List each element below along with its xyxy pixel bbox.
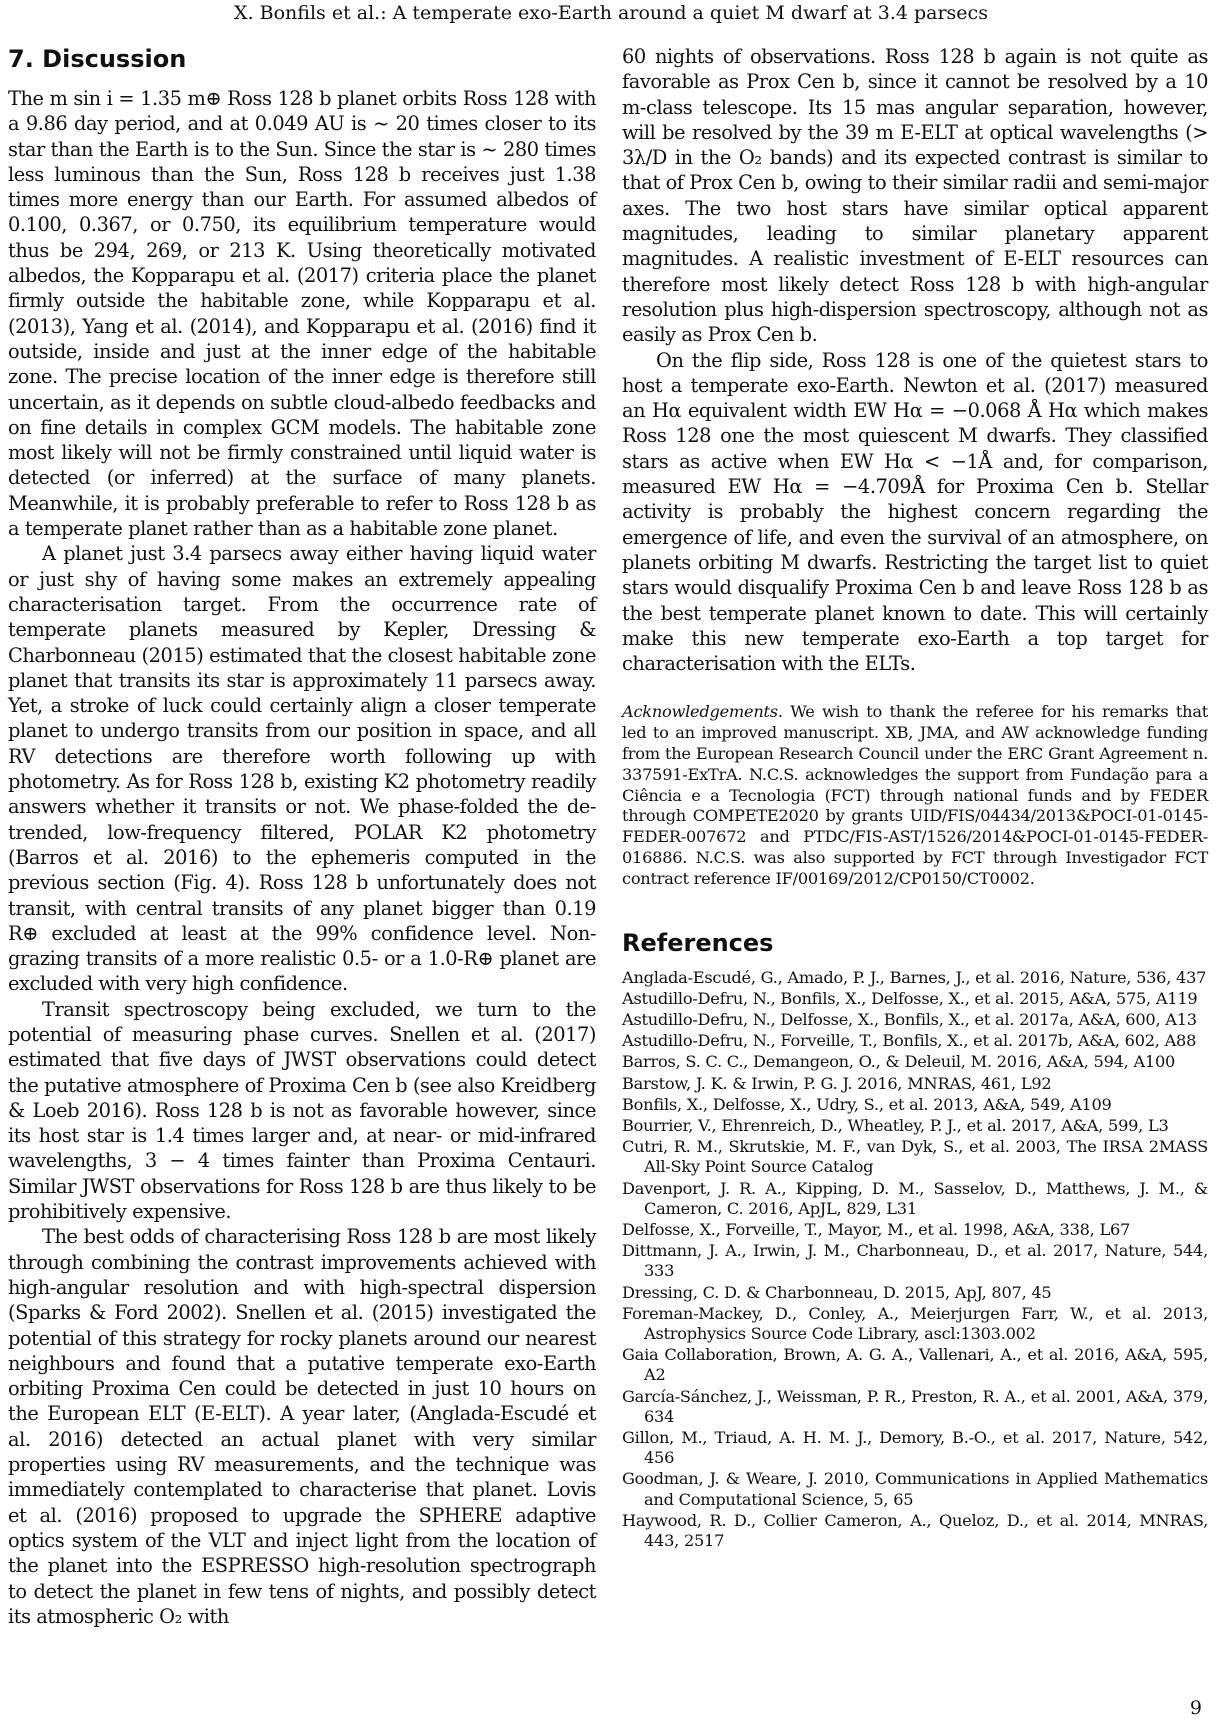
- reference-item: Barstow, J. K. & Irwin, P. G. J. 2016, MNRAS, 461, L92: [622, 1073, 1052, 1093]
- reference-item: Goodman, J. & Weare, J. 2010, Communications in Applied Mathematics and Computational Science, 5, 65: [622, 1469, 1208, 1509]
- right-column: [622, 44, 1208, 1552]
- section-title-discussion: 7. Discussion: [8, 45, 187, 73]
- discussion-paragraph-4: The best odds of characterising Ross 128 b are most likely through combining the contrast improvements achieved with high-angular resolution and with high-spectral dispersion (Sparks & Ford 2002). Snellen et al. (2015) investigated the potential of this strategy for rocky planets around our nearest neighbours and found that a putative temperate exo-Earth orbiting Proxima Cen could be detected in just 10 hours on the European ELT (E-ELT). A year later, (Anglada-Escudé et al. 2016) detected an actual planet with very similar properties using RV measurements, and the technique was immediately contemplated to characterise that planet. Lovis et al. (2016) proposed to upgrade the SPHERE adaptive optics system of the VLT and inject light from the location of the planet into the ESPRESSO high-resolution spectrograph to detect the planet in few tens of nights, and possibly detect its atmospheric O₂ with: [8, 1225, 596, 1628]
- reference-item: Astudillo-Defru, N., Bonfils, X., Delfosse, X., et al. 2015, A&A, 575, A119: [622, 988, 1198, 1008]
- reference-item: Dittmann, J. A., Irwin, J. M., Charbonneau, D., et al. 2017, Nature, 544, 333: [622, 1241, 1208, 1281]
- discussion-paragraph-3: Transit spectroscopy being excluded, we turn to the potential of measuring phase curves. Snellen et al. (2017) estimated that five days of JWST observations could detect the putative atmosphere of Proxima Cen b (see also Kreidberg & Loeb 2016). Ross 128 b is not as favorable however, since its host star is 1.4 times larger and, at near- or mid-infrared wavelengths, 3 − 4 times fainter than Proxima Centauri. Similar JWST observations for Ross 128 b are thus likely to be prohibitively expensive.: [8, 997, 596, 1224]
- reference-item: Gaia Collaboration, Brown, A. G. A., Vallenari, A., et al. 2016, A&A, 595, A2: [622, 1345, 1208, 1385]
- running-head: X. Bonfils et al.: A temperate exo-Earth around a quiet M dwarf at 3.4 parsecs: [234, 2, 988, 24]
- reference-item: Astudillo-Defru, N., Delfosse, X., Bonfils, X., et al. 2017a, A&A, 600, A13: [622, 1010, 1197, 1029]
- acknowledgements: [622, 702, 1208, 889]
- discussion-paragraph-5: On the flip side, Ross 128 is one of the quietest stars to host a temperate exo-Earth. Newton et al. (2017) measured an Hα equivalent width EW Hα = −0.068 Å Hα which makes Ross 128 one the most quiescent M dwarfs. They classified stars as active when EW Hα < −1Å and, for comparison, measured EW Hα = −4.709Å for Proxima Cen b. Stellar activity is probably the highest concern regarding the emergence of life, and even the survival of an atmosphere, on planets orbiting M dwarfs. Restricting the target list to quiet stars would disqualify Proxima Cen b and leave Ross 128 b as the best temperate planet known to date. This will certainly make this new temperate exo-Earth a top target for characterisation with the ELTs.: [622, 348, 1208, 676]
- reference-item: Dressing, C. D. & Charbonneau, D. 2015, ApJ, 807, 45: [622, 1282, 1052, 1302]
- reference-item: Astudillo-Defru, N., Forveille, T., Bonfils, X., et al. 2017b, A&A, 602, A88: [622, 1031, 1197, 1051]
- discussion-paragraph-1: The m sin i = 1.35 m⊕ Ross 128 b planet orbits Ross 128 with a 9.86 day period, and at 0.049 AU is ~ 20 times closer to its star than the Earth is to the Sun. Since the star is ~ 280 times less luminous than the Sun, Ross 128 b receives just 1.38 times more energy than our Earth. For assumed albedos of 0.100, 0.367, or 0.750, its equilibrium temperature would thus be 294, 269, or 213 K. Using theoretically motivated albedos, the Kopparapu et al. (2017) criteria place the planet firmly outside the habitable zone, while Kopparapu et al. (2013), Yang et al. (2014), and Kopparapu et al. (2016) find it outside, inside and just at the inner edge of the habitable zone. The precise location of the inner edge is therefore still uncertain, as it depends on subtle cloud-albedo feedbacks and on fine details in complex GCM models. The habitable zone most likely will not be firmly constrained until liquid water is detected (or inferred) at the surface of many planets. Meanwhile, it is probably preferable to refer to Ross 128 b as a temperate planet rather than as a habitable zone planet.: [8, 87, 596, 541]
- section-title-references: References: [622, 928, 774, 957]
- acknowledgements-text: We wish to thank the referee for his remarks that led to an improved manuscript. XB, JMA, and AW acknowledge funding from the European Research Council under the ERC Grant Agreement n. 337591-ExTrA. N.C.S. acknowledges the support from Fundação para a Ciência e a Tecnologia (FCT) through national funds and by FEDER through COMPETE2020 by grants UID/FIS/04434/2013&POCI-01-0145-FEDER-007672 and PTDC/FIS-AST/1526/2014&POCI-01-0145-FEDER-016886. N.C.S. was also supported by FCT through Investigador FCT contract reference IF/00169/2012/CP0150/CT0002.: [622, 702, 1208, 888]
- reference-item: Bonfils, X., Delfosse, X., Udry, S., et al. 2013, A&A, 549, A109: [622, 1094, 1112, 1114]
- page-number: 9: [1189, 1697, 1202, 1719]
- reference-item: Davenport, J. R. A., Kipping, D. M., Sasselov, D., Matthews, J. M., & Cameron, C. 2016, ApJL, 829, L31: [622, 1178, 1208, 1218]
- reference-item: Gillon, M., Triaud, A. H. M. J., Demory, B.-O., et al. 2017, Nature, 542, 456: [622, 1428, 1208, 1468]
- discussion-paragraph-2: A planet just 3.4 parsecs away either having liquid water or just shy of having some makes an extremely appealing characterisation target. From the occurrence rate of temperate planets measured by Kepler, Dressing & Charbonneau (2015) estimated that the closest habitable zone planet that transits its star is approximately 11 parsecs away. Yet, a stroke of luck could certainly align a closer temperate planet to undergo transits from our position in space, and all RV detections are therefore worth following up with photometry. As for Ross 128 b, existing K2 photometry readily answers whether it transits or not. We phase-folded the de-trended, low-frequency filtered, POLAR K2 photometry (Barros et al. 2016) to the ephemeris computed in the previous section (Fig. 4). Ross 128 b unfortunately does not transit, with central transits of any planet bigger than 0.19 R⊕ excluded at least at the 99% confidence level. Non-grazing transits of a more realistic 0.5- or a 1.0-R⊕ planet are excluded with very high confidence.: [8, 542, 596, 996]
- discussion-paragraph-4-continued: 60 nights of observations. Ross 128 b again is not quite as favorable as Prox Cen b, since it cannot be resolved by a 10 m-class telescope. Its 15 mas angular separation, however, will be resolved by the 39 m E-ELT at optical wavelengths (> 3λ/D in the O₂ bands) and its expected contrast is similar to that of Prox Cen b, owing to their similar radii and semi-major axes. The two host stars have similar optical apparent magnitudes, leading to similar planetary apparent magnitudes. A realistic investment of E-ELT resources can therefore most likely detect Ross 128 b with high-angular resolution plus high-dispersion spectroscopy, although not as easily as Prox Cen b.: [622, 45, 1208, 347]
- reference-item: Cutri, R. M., Skrutskie, M. F., van Dyk, S., et al. 2003, The IRSA 2MASS All-Sky Point Source Catalog: [622, 1137, 1208, 1177]
- reference-item: García-Sánchez, J., Weissman, P. R., Preston, R. A., et al. 2001, A&A, 379, 634: [622, 1386, 1208, 1426]
- left-column: [8, 44, 596, 1629]
- reference-item: Anglada-Escudé, G., Amado, P. J., Barnes, J., et al. 2016, Nature, 536, 437: [622, 967, 1207, 987]
- reference-item: Barros, S. C. C., Demangeon, O., & Deleuil, M. 2016, A&A, 594, A100: [622, 1052, 1176, 1072]
- reference-item: Bourrier, V., Ehrenreich, D., Wheatley, P. J., et al. 2017, A&A, 599, L3: [622, 1116, 1169, 1136]
- reference-item: Foreman-Mackey, D., Conley, A., Meierjurgen Farr, W., et al. 2013, Astrophysics Source Code Library, ascl:1303.002: [622, 1303, 1208, 1344]
- reference-item: Delfosse, X., Forveille, T., Mayor, M., et al. 1998, A&A, 338, L67: [622, 1220, 1131, 1240]
- acknowledgements-label: Acknowledgements.: [622, 702, 783, 722]
- reference-list: [622, 968, 1208, 1552]
- reference-item: Haywood, R. D., Collier Cameron, A., Queloz, D., et al. 2014, MNRAS, 443, 2517: [622, 1510, 1208, 1551]
